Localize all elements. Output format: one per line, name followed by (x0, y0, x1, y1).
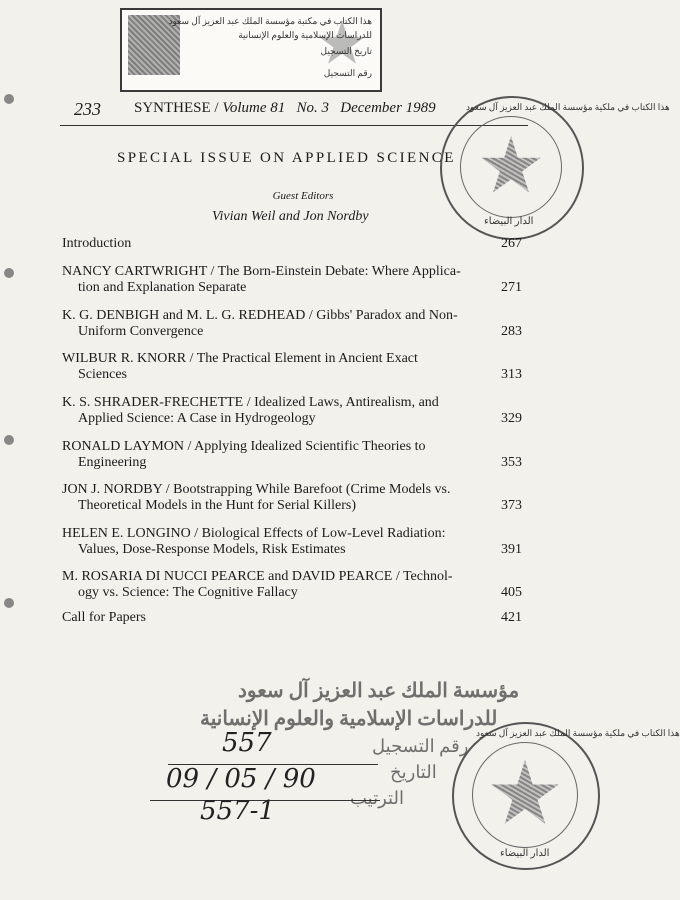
toc-page: 329 (501, 411, 522, 426)
issue-title: SPECIAL ISSUE ON APPLIED SCIENCE (117, 150, 456, 166)
registration-stamp-line: التاريخ (390, 762, 437, 782)
toc-page: 271 (501, 280, 522, 295)
registration-stamp-line: الترتيب (350, 788, 404, 808)
editor-names: Vivian Weil and Jon Nordby (212, 209, 369, 224)
stamp-ring-text: هذا الكتاب في ملكية مؤسسة الملك عبد العزيز آل سعود (466, 102, 670, 112)
toc-title: WILBUR R. KNORR / The Practical Element in Ancient Exact (62, 351, 418, 366)
toc-page: 353 (501, 455, 522, 470)
journal-date: December 1989 (340, 100, 436, 116)
toc-entry (62, 526, 522, 558)
toc-entry (62, 236, 522, 252)
toc-title: JON J. NORDBY / Bootstrapping While Barefoot (Crime Models vs. (62, 482, 451, 497)
toc-title: HELEN E. LONGINO / Biological Effects of Low-Level Radiation: (62, 526, 446, 541)
toc-title-cont: Sciences (78, 367, 127, 382)
registration-stamp-line: رقم التسجيل (372, 736, 469, 756)
toc-title: K. G. DENBIGH and M. L. G. REDHEAD / Gibbs' Paradox and Non- (62, 308, 458, 323)
journal-name: SYNTHESE (134, 100, 211, 116)
stamp-city: الدار البيضاء (500, 848, 550, 859)
toc-title: RONALD LAYMON / Applying Idealized Scientific Theories to (62, 439, 426, 454)
stamp-line: للدراسات الإسلامية والعلوم الإنسانية (238, 30, 372, 40)
stamp-star-emblem (318, 20, 366, 68)
handwritten-class-number: 557-1 (200, 796, 275, 826)
stamp-ring-text: هذا الكتاب في ملكية مؤسسة الملك عبد العزيز آل سعود (476, 728, 680, 738)
toc-entry (62, 308, 522, 340)
toc-title-cont: tion and Explanation Separate (78, 280, 247, 295)
journal-volume: Volume 81 (222, 100, 286, 116)
library-stamp-box (120, 8, 382, 92)
toc-page: 421 (501, 610, 522, 625)
toc-title: K. S. SHRADER-FRECHETTE / Idealized Laws, Antirealism, and (62, 395, 439, 410)
binding-hole (4, 435, 14, 445)
guest-editors-label: Guest Editors (272, 190, 334, 202)
toc-title-cont: ogy vs. Science: The Cognitive Fallacy (78, 585, 298, 600)
toc-entry (62, 439, 522, 471)
toc-entry (62, 395, 522, 427)
toc-title-cont: Uniform Convergence (78, 324, 204, 339)
toc-title-cont: Values, Dose-Response Models, Risk Estimates (78, 542, 346, 557)
round-ownership-stamp (440, 96, 670, 240)
toc-page: 373 (501, 498, 522, 513)
toc-page: 405 (501, 585, 522, 600)
stamp-line: رقم التسجيل (323, 68, 372, 78)
toc-title: NANCY CARTWRIGHT / The Born-Einstein Debate: Where Applica- (62, 264, 461, 279)
toc-title: M. ROSARIA DI NUCCI PEARCE and DAVID PEARCE / Technol- (62, 569, 453, 584)
handwritten-date: 09 / 05 / 90 (166, 764, 316, 794)
toc-page: 283 (501, 324, 522, 339)
toc-title-cont: Engineering (78, 455, 147, 470)
binding-hole (4, 598, 14, 608)
toc-entry (62, 610, 522, 626)
binding-hole (4, 94, 14, 104)
toc-page: 391 (501, 542, 522, 557)
binding-hole (4, 268, 14, 278)
handwritten-page-number: 233 (74, 99, 101, 119)
toc-entry (62, 569, 522, 601)
journal-header: SYNTHESE / Volume 81 No. 3 December 1989 (134, 100, 436, 116)
toc-entry (62, 264, 522, 296)
journal-number: No. 3 (296, 100, 330, 116)
stamp-line: تاريخ التسجيل (320, 46, 372, 56)
stamp-line: هذا الكتاب في مكتبة مؤسسة الملك عبد العزيز آل سعود (168, 16, 372, 26)
toc-title: Introduction (62, 236, 132, 251)
stamp-city: الدار البيضاء (484, 216, 534, 227)
toc-entry (62, 351, 522, 383)
toc-title: Call for Papers (62, 610, 146, 625)
toc-page: 267 (501, 236, 522, 251)
handwritten-registration-number: 557 (222, 728, 272, 758)
toc-title-cont: Applied Science: A Case in Hydrogeology (78, 411, 316, 426)
toc-page: 313 (501, 367, 522, 382)
registration-stamp-line: للدراسات الإسلامية والعلوم الإنسانية (200, 708, 498, 730)
round-ownership-stamp (452, 722, 680, 870)
toc-entry (62, 482, 522, 514)
toc-title-cont: Theoretical Models in the Hunt for Serial Killers) (78, 498, 356, 513)
registration-stamp-line: مؤسسة الملك عبد العزيز آل سعود (238, 680, 520, 702)
